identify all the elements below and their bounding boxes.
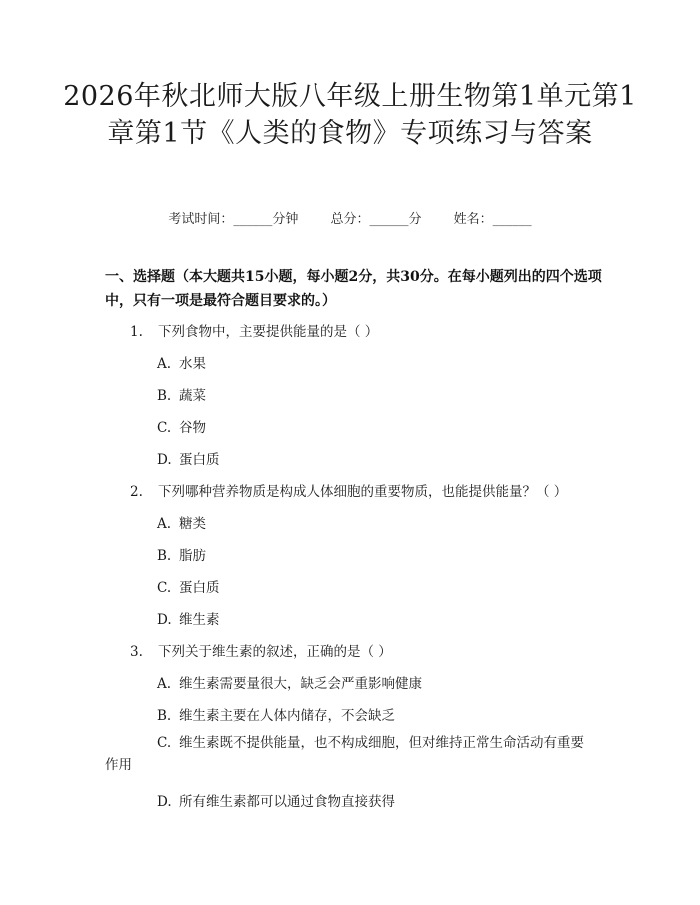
option-letter: B.: [157, 548, 172, 564]
question-2: [130, 480, 567, 500]
question-2-option-a: [157, 512, 206, 532]
question-3: [130, 640, 392, 660]
option-letter: D.: [157, 452, 172, 468]
option-text: 水果: [179, 356, 206, 372]
exam-meta: [0, 208, 700, 227]
section-heading: 一、选择题（本大题共15小题，每小题2分，共30分。在每小题列出的四个选项中，只有一项是最符合题目要求的。）: [105, 269, 602, 309]
document-title: 2026年秋北师大版八年级上册生物第1单元第1章第1节《人类的食物》专项练习与答案: [63, 81, 637, 149]
option-text: 糖类: [179, 516, 206, 532]
option-letter: C.: [157, 735, 172, 751]
exam-time-field: 考试时间：______分钟: [168, 212, 299, 227]
option-letter: C.: [157, 580, 172, 596]
option-text: 维生素: [179, 612, 220, 628]
option-text: 维生素主要在人体内储存，不会缺乏: [179, 708, 395, 724]
question-text: 下列食物中，主要提供能量的是（ ）: [158, 324, 379, 340]
question-number: 1.: [130, 324, 143, 340]
total-score-field: 总分：______分: [330, 212, 422, 227]
question-1-option-c: [157, 416, 206, 436]
option-letter: B.: [157, 708, 172, 724]
question-text: 下列关于维生素的叙述，正确的是（ ）: [158, 644, 392, 660]
option-letter: C.: [157, 420, 172, 436]
option-text: 蔬菜: [179, 388, 206, 404]
option-letter: B.: [157, 388, 172, 404]
option-letter: D.: [157, 794, 172, 810]
question-1: [130, 320, 378, 340]
option-text: 谷物: [179, 420, 206, 436]
question-3-option-c: [105, 732, 595, 776]
question-1-option-b: [157, 384, 206, 404]
question-2-option-c: [157, 576, 220, 596]
option-text: 所有维生素都可以通过食物直接获得: [179, 794, 395, 810]
student-name-field: 姓名：______: [453, 212, 532, 227]
question-2-option-d: [157, 608, 220, 628]
question-number: 3.: [130, 644, 143, 660]
question-1-option-a: [157, 352, 206, 372]
option-text: 蛋白质: [179, 452, 220, 468]
question-1-option-d: [157, 448, 220, 468]
option-text: 维生素需要量很大，缺乏会严重影响健康: [179, 676, 422, 692]
question-number: 2.: [130, 484, 143, 500]
option-letter: A.: [157, 356, 172, 372]
question-2-option-b: [157, 544, 206, 564]
option-text: 蛋白质: [179, 580, 220, 596]
option-letter: A.: [157, 676, 172, 692]
question-text: 下列哪种营养物质是构成人体细胞的重要物质，也能提供能量？（ ）: [158, 484, 568, 500]
option-letter: A.: [157, 516, 172, 532]
option-letter: D.: [157, 612, 172, 628]
question-3-option-d: [157, 790, 395, 810]
question-3-option-a: [157, 672, 422, 692]
option-text: 脂肪: [179, 548, 206, 564]
option-text: 维生素既不提供能量，也不构成细胞，但对维持正常生命活动有重要作用: [105, 735, 584, 773]
question-3-option-b: [157, 704, 395, 724]
